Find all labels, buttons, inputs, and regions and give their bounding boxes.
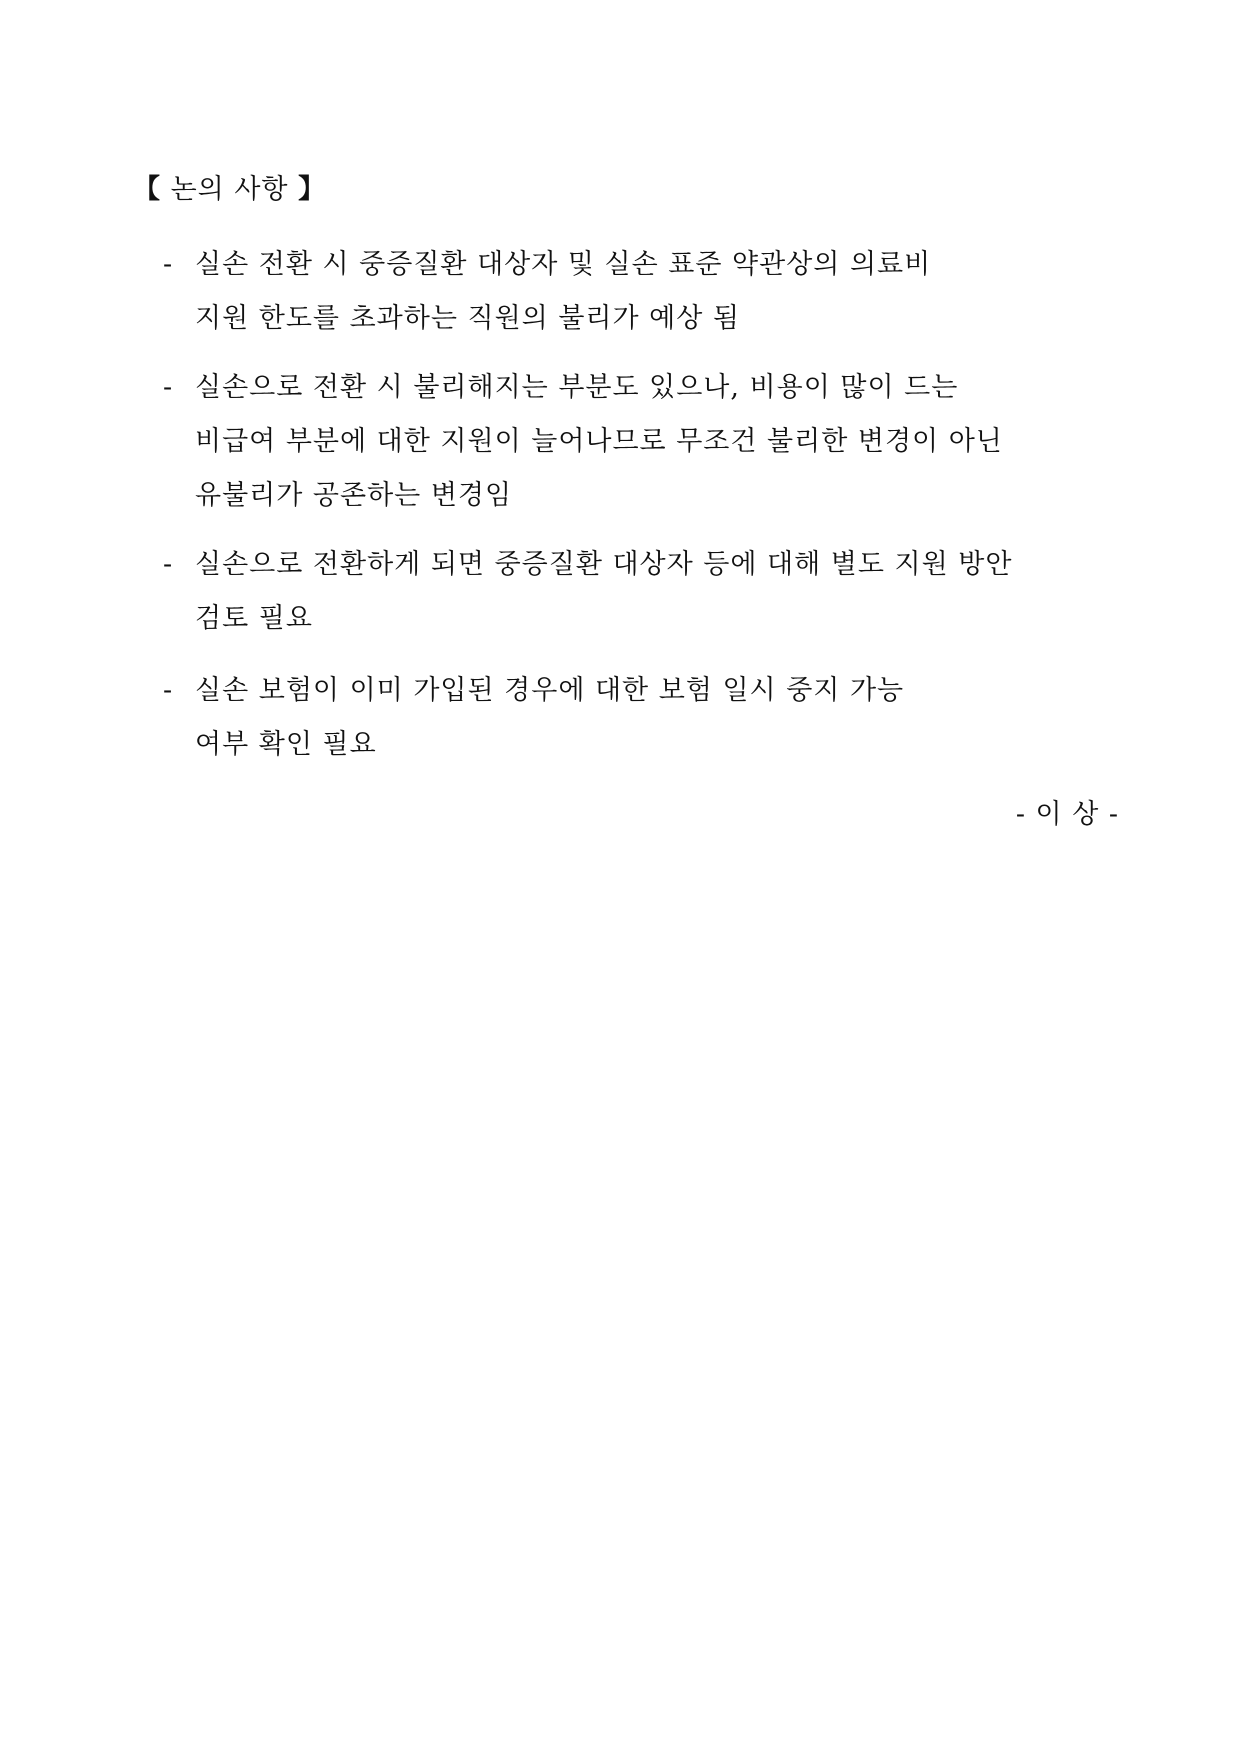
item-line: 지원 한도를 초과하는 직원의 불리가 예상 됨 [195, 303, 740, 334]
discussion-item [163, 238, 1123, 346]
heading-open-bracket: 【 [133, 174, 161, 205]
bullet-dash: - [163, 249, 174, 280]
item-line: 비급여 부분에 대한 지원이 늘어나므로 무조건 불리한 변경이 아닌 [195, 426, 1003, 457]
bullet-dash: - [163, 372, 174, 403]
item-line: 실손으로 전환 시 불리해지는 부분도 있으나, 비용이 많이 드는 [195, 372, 959, 403]
bullet-dash: - [163, 549, 174, 580]
section-heading [133, 170, 326, 210]
heading-close-bracket: 】 [298, 174, 327, 205]
heading-title: 논의 사항 [161, 174, 299, 205]
discussion-item [163, 361, 1123, 523]
item-line: 여부 확인 필요 [195, 729, 377, 760]
item-line: 유불리가 공존하는 변경임 [195, 480, 513, 511]
closing-mark: - 이 상 - [1015, 799, 1119, 830]
discussion-item [163, 538, 1123, 646]
bullet-dash: - [163, 675, 174, 706]
item-line: 실손 보험이 이미 가입된 경우에 대한 보험 일시 중지 가능 [195, 675, 905, 706]
item-line: 실손으로 전환하게 되면 중증질환 대상자 등에 대해 별도 지원 방안 [195, 549, 1013, 580]
item-line: 실손 전환 시 중증질환 대상자 및 실손 표준 약관상의 의료비 [195, 249, 932, 280]
discussion-item [163, 664, 1123, 772]
item-line: 검토 필요 [195, 603, 313, 634]
